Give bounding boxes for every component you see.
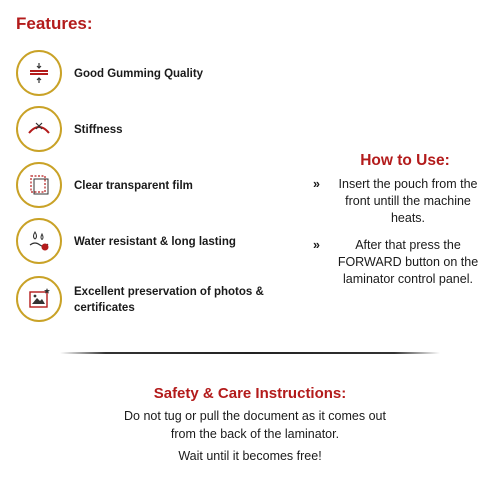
how-to-use-section <box>305 152 495 288</box>
features-title: Features: <box>16 14 93 33</box>
step-text: Insert the pouch from the front untill the machine heats. <box>338 177 478 225</box>
step-bullet-icon: » <box>313 177 320 191</box>
photo-certificate-icon <box>16 276 62 322</box>
water-drops-icon <box>16 218 62 264</box>
feature-label: Excellent preservation of photos & certificates <box>74 286 264 314</box>
safety-text: Do not tug or pull the document as it comes out from the back of the laminator. <box>124 409 386 441</box>
stiffness-curve-icon <box>16 106 62 152</box>
feature-item <box>16 162 306 210</box>
feature-item <box>16 276 306 324</box>
safety-note: Wait until it becomes free! <box>178 449 322 463</box>
feature-label: Good Gumming Quality <box>74 68 204 80</box>
feature-item <box>16 106 306 154</box>
gumming-layers-icon <box>16 50 62 96</box>
feature-label: Water resistant & long lasting <box>74 236 236 248</box>
feature-item <box>16 218 306 266</box>
safety-title: Safety & Care Instructions: <box>153 385 347 402</box>
feature-item <box>16 50 306 98</box>
section-divider <box>60 352 440 354</box>
step-text: After that press the FORWARD button on the laminator control panel. <box>337 238 479 286</box>
feature-label: Clear transparent film <box>74 180 193 192</box>
how-to-use-title: How to Use: <box>360 152 450 169</box>
how-to-use-step <box>305 176 495 227</box>
how-to-use-step <box>305 237 495 288</box>
step-bullet-icon: » <box>313 238 320 252</box>
transparent-film-icon <box>16 162 62 208</box>
feature-label: Stiffness <box>74 124 123 136</box>
